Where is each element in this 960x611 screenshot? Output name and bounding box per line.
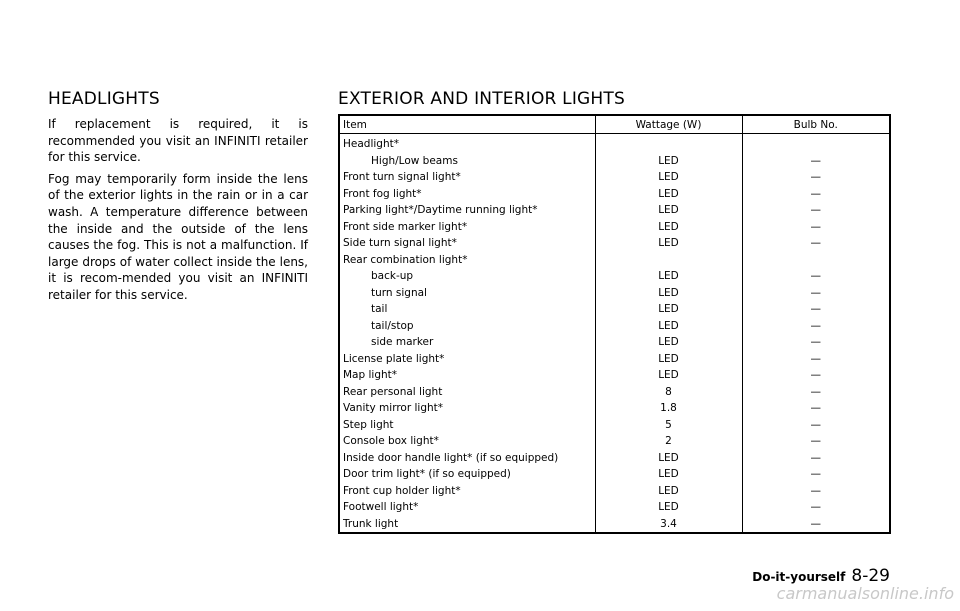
- cell-bulb: —: [742, 285, 890, 302]
- table-row: [339, 417, 890, 434]
- table-row: [339, 153, 890, 170]
- cell-bulb: —: [742, 466, 890, 483]
- table-header-row: [339, 115, 890, 134]
- cell-wattage: 3.4: [595, 516, 742, 534]
- cell-wattage: LED: [595, 301, 742, 318]
- table-row: [339, 134, 890, 153]
- cell-item: High/Low beams: [371, 154, 458, 167]
- lights-heading: EXTERIOR AND INTERIOR LIGHTS: [338, 89, 625, 109]
- cell-wattage: LED: [595, 450, 742, 467]
- cell-wattage: LED: [595, 235, 742, 252]
- cell-item: Rear personal light: [343, 385, 443, 398]
- lights-table-body: [339, 134, 890, 534]
- cell-bulb: —: [742, 153, 890, 170]
- table-row: [339, 252, 890, 269]
- cell-item: Front side marker light*: [343, 220, 468, 233]
- page-footer: [752, 566, 890, 586]
- cell-wattage: LED: [595, 334, 742, 351]
- cell-wattage: 1.8: [595, 400, 742, 417]
- cell-bulb: [742, 134, 890, 153]
- cell-item: Front cup holder light*: [343, 484, 461, 497]
- cell-item: side marker: [371, 336, 434, 349]
- cell-wattage: LED: [595, 186, 742, 203]
- table-row: [339, 285, 890, 302]
- cell-bulb: [742, 252, 890, 269]
- cell-wattage: LED: [595, 351, 742, 368]
- table-row: [339, 301, 890, 318]
- table-row: [339, 268, 890, 285]
- cell-bulb: —: [742, 268, 890, 285]
- cell-wattage: LED: [595, 499, 742, 516]
- cell-bulb: —: [742, 334, 890, 351]
- cell-item: Headlight*: [343, 138, 399, 151]
- cell-wattage: LED: [595, 285, 742, 302]
- cell-bulb: —: [742, 400, 890, 417]
- lights-section: [338, 88, 889, 534]
- cell-bulb: —: [742, 499, 890, 516]
- table-row: [339, 334, 890, 351]
- table-row: [339, 450, 890, 467]
- cell-item: Footwell light*: [343, 501, 419, 514]
- cell-item: Parking light*/Daytime running light*: [343, 204, 538, 217]
- headlights-paragraph-replacement: If replacement is required, it is recommended you visit an INFINITI retailer for this service.: [48, 117, 308, 165]
- cell-bulb: —: [742, 384, 890, 401]
- table-row: [339, 400, 890, 417]
- cell-wattage: 8: [595, 384, 742, 401]
- cell-wattage: [595, 252, 742, 269]
- cell-item: Door trim light* (if so equipped): [343, 468, 511, 481]
- column-header-wattage: Wattage (W): [595, 115, 742, 134]
- table-row: [339, 219, 890, 236]
- cell-wattage: LED: [595, 367, 742, 384]
- cell-bulb: —: [742, 483, 890, 500]
- table-row: [339, 433, 890, 450]
- cell-bulb: —: [742, 433, 890, 450]
- table-row: [339, 483, 890, 500]
- cell-bulb: —: [742, 235, 890, 252]
- cell-bulb: —: [742, 367, 890, 384]
- table-row: [339, 499, 890, 516]
- cell-wattage: LED: [595, 153, 742, 170]
- cell-wattage: LED: [595, 466, 742, 483]
- headlights-paragraph-fog: Fog may temporarily form inside the lens of the exterior lights in the rain or in a car wash. A temperature difference between the inside and the outside of the lens causes the fog. This is not a malfunction. If large drops of water collect inside the lens, it is recom-mended you visit an INFINITI retailer for this service.: [48, 171, 308, 302]
- table-row: [339, 384, 890, 401]
- cell-wattage: LED: [595, 318, 742, 335]
- table-row: [339, 351, 890, 368]
- cell-item: Front turn signal light*: [343, 171, 461, 184]
- cell-bulb: —: [742, 450, 890, 467]
- cell-item: Inside door handle light* (if so equipped): [343, 451, 559, 464]
- cell-wattage: LED: [595, 268, 742, 285]
- cell-item: Vanity mirror light*: [343, 402, 444, 415]
- cell-bulb: —: [742, 318, 890, 335]
- table-row: [339, 186, 890, 203]
- cell-bulb: —: [742, 202, 890, 219]
- cell-item: Rear combination light*: [343, 253, 468, 266]
- cell-wattage: [595, 134, 742, 153]
- watermark: carmanualsonline.info: [776, 584, 954, 603]
- headlights-section: [48, 88, 308, 304]
- cell-item: Console box light*: [343, 435, 439, 448]
- cell-bulb: —: [742, 169, 890, 186]
- cell-wattage: 5: [595, 417, 742, 434]
- cell-item: Step light: [343, 418, 394, 431]
- cell-bulb: —: [742, 301, 890, 318]
- column-header-item: Item: [339, 115, 595, 134]
- table-row: [339, 318, 890, 335]
- cell-wattage: LED: [595, 219, 742, 236]
- table-row: [339, 235, 890, 252]
- cell-item: tail: [371, 303, 388, 316]
- cell-wattage: LED: [595, 483, 742, 500]
- table-row: [339, 367, 890, 384]
- cell-bulb: —: [742, 417, 890, 434]
- cell-item: Map light*: [343, 369, 398, 382]
- table-row: [339, 169, 890, 186]
- cell-bulb: —: [742, 186, 890, 203]
- page-number: 8-29: [851, 566, 890, 586]
- cell-bulb: —: [742, 516, 890, 534]
- cell-item: Front fog light*: [343, 187, 422, 200]
- cell-wattage: LED: [595, 202, 742, 219]
- cell-item: License plate light*: [343, 352, 445, 365]
- table-row: [339, 466, 890, 483]
- lights-table: [338, 114, 891, 534]
- cell-bulb: —: [742, 219, 890, 236]
- cell-wattage: 2: [595, 433, 742, 450]
- cell-bulb: —: [742, 351, 890, 368]
- column-header-bulb: Bulb No.: [742, 115, 890, 134]
- cell-item: Trunk light: [343, 517, 399, 530]
- cell-item: tail/stop: [371, 319, 414, 332]
- cell-wattage: LED: [595, 169, 742, 186]
- cell-item: turn signal: [371, 286, 427, 299]
- cell-item: back-up: [371, 270, 414, 283]
- table-row: [339, 516, 890, 534]
- headlights-heading: HEADLIGHTS: [48, 89, 160, 109]
- footer-section-label: Do-it-yourself: [752, 570, 846, 584]
- table-row: [339, 202, 890, 219]
- cell-item: Side turn signal light*: [343, 237, 457, 250]
